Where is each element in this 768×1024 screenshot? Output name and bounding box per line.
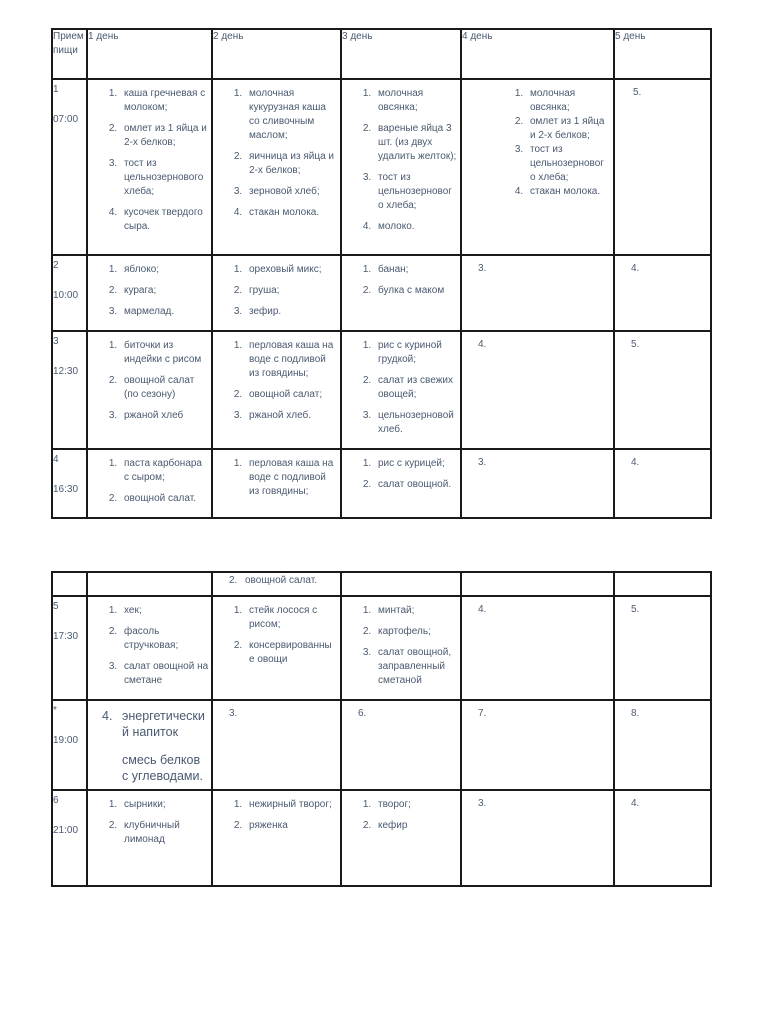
food-list bbox=[342, 332, 460, 448]
header-row bbox=[52, 29, 711, 79]
food-item: 4. молоко. bbox=[374, 220, 458, 234]
food-item: 3. тост из цельнозерновог о хлеба; bbox=[374, 171, 458, 213]
day-4-cell bbox=[461, 700, 614, 790]
food-item: 1. банан; bbox=[374, 263, 458, 277]
meal-plan-table-page-2 bbox=[51, 571, 712, 887]
day-2-cell bbox=[212, 700, 341, 790]
food-list bbox=[88, 450, 211, 517]
empty-item-number: 4. bbox=[478, 339, 487, 350]
meal-cell bbox=[52, 331, 87, 449]
food-list bbox=[88, 332, 211, 434]
meal-row-star bbox=[52, 700, 711, 790]
meal-row-3 bbox=[52, 331, 711, 449]
empty-item-number: 8. bbox=[631, 708, 640, 719]
food-item-text: энергетически й напиток bbox=[122, 709, 205, 739]
food-item: 2. омлет из 1 яйца и 2-х белков; bbox=[526, 115, 611, 143]
empty-item-number: 4. bbox=[631, 798, 640, 809]
day-1-cell bbox=[87, 596, 212, 700]
day-2-cell bbox=[212, 449, 341, 518]
food-item: 2. груша; bbox=[245, 284, 338, 298]
food-list bbox=[88, 791, 211, 858]
food-item: 2. булка с маком bbox=[374, 284, 458, 298]
food-list bbox=[462, 80, 613, 203]
day-3-cell bbox=[341, 572, 461, 596]
food-item: 2. салат из свежих овощей; bbox=[374, 374, 458, 402]
day-5-cell bbox=[614, 572, 711, 596]
day-2-cell bbox=[212, 790, 341, 886]
food-item: 1. хек; bbox=[120, 604, 209, 618]
food-item: 1. рис с курицей; bbox=[374, 457, 458, 471]
food-item: 1. молочная кукурузная каша со сливочным маслом; bbox=[245, 87, 338, 143]
food-item: 1. нежирный творог; bbox=[245, 798, 338, 812]
food-item: 2. кефир bbox=[374, 819, 458, 833]
food-item: 1. каша гречневая с молоком; bbox=[120, 87, 209, 115]
food-item-note: смесь белков с углеводами. bbox=[122, 753, 203, 783]
food-item: 2. омлет из 1 яйца и 2-х белков; bbox=[120, 122, 209, 150]
item-number: 2. bbox=[229, 575, 238, 586]
food-item: 1. молочная овсянка; bbox=[374, 87, 458, 115]
food-list bbox=[342, 256, 460, 309]
food-item: 1. перловая каша на воде с подливой из говядины; bbox=[245, 339, 338, 381]
meal-row-5 bbox=[52, 596, 711, 700]
meal-time: 21:00 bbox=[53, 825, 79, 836]
food-list bbox=[342, 80, 460, 245]
empty-item-number: 5. bbox=[631, 604, 640, 615]
meal-row-6 bbox=[52, 790, 711, 886]
day-1-cell bbox=[87, 700, 212, 790]
meal-number: 1 bbox=[53, 84, 59, 95]
meal-number: 2 bbox=[53, 260, 59, 271]
food-item: 3. ржаной хлеб bbox=[120, 409, 209, 423]
header-day-1: 1 день bbox=[87, 29, 212, 79]
day-1-cell bbox=[87, 790, 212, 886]
food-list bbox=[213, 597, 340, 678]
food-item: 3. тост из цельнозерновог о хлеба; bbox=[526, 143, 611, 185]
food-item: 2. овощной салат; bbox=[245, 388, 338, 402]
header-day-4: 4 день bbox=[461, 29, 614, 79]
food-item: 4. кусочек твердого сыра. bbox=[120, 206, 209, 234]
day-5-cell bbox=[614, 331, 711, 449]
food-item: 3. цельнозерновой хлеб. bbox=[374, 409, 458, 437]
food-item: 4. стакан молока. bbox=[245, 206, 338, 220]
day-5-cell bbox=[614, 255, 711, 331]
day-1-cell bbox=[87, 572, 212, 596]
day-4-cell bbox=[461, 449, 614, 518]
food-list bbox=[88, 256, 211, 330]
day-3-cell bbox=[341, 255, 461, 331]
food-item: 2. фасоль стручковая; bbox=[120, 625, 209, 653]
meal-time: 16:30 bbox=[53, 484, 79, 495]
meal-time: 10:00 bbox=[53, 290, 79, 301]
food-list bbox=[342, 791, 460, 844]
day-5-cell bbox=[614, 700, 711, 790]
empty-item-number: 3. bbox=[478, 798, 487, 809]
food-item: 1. паста карбонара с сыром; bbox=[120, 457, 209, 485]
food-item: 2. овощной салат. bbox=[120, 492, 209, 506]
empty-item-number: 4. bbox=[478, 604, 487, 615]
food-list bbox=[88, 80, 211, 245]
food-item: 1. биточки из индейки с рисом bbox=[120, 339, 209, 367]
food-item: 1. стейк лосося с рисом; bbox=[245, 604, 338, 632]
food-item: 1. творог; bbox=[374, 798, 458, 812]
day-1-cell bbox=[87, 255, 212, 331]
food-item: 2. ряженка bbox=[245, 819, 338, 833]
food-item: 1. молочная овсянка; bbox=[526, 87, 611, 115]
food-item: 2. овощной салат (по сезону) bbox=[120, 374, 209, 402]
food-list bbox=[213, 791, 340, 844]
header-day-3: 3 день bbox=[341, 29, 461, 79]
empty-item-number: 6. bbox=[358, 708, 367, 719]
food-list bbox=[213, 332, 340, 434]
meal-cell bbox=[52, 449, 87, 518]
food-item: 3. мармелад. bbox=[120, 305, 209, 319]
food-list bbox=[342, 597, 460, 699]
food-item: 1. перловая каша на воде с подливой из говядины; bbox=[245, 457, 338, 499]
day-3-cell bbox=[341, 790, 461, 886]
food-item: 3. ржаной хлеб. bbox=[245, 409, 338, 423]
food-item-text: овощной салат. bbox=[245, 575, 317, 586]
meal-cell bbox=[52, 596, 87, 700]
day-1-cell bbox=[87, 449, 212, 518]
empty-item-number: 3. bbox=[229, 708, 238, 719]
continued-food-item bbox=[213, 573, 340, 588]
day-5-cell bbox=[614, 449, 711, 518]
meal-row-2 bbox=[52, 255, 711, 331]
day-5-cell bbox=[614, 79, 711, 255]
day-2-cell bbox=[212, 331, 341, 449]
meal-row-4 bbox=[52, 449, 711, 518]
empty-item-number: 3. bbox=[478, 263, 487, 274]
day-3-cell bbox=[341, 700, 461, 790]
empty-item-number: 4. bbox=[631, 457, 640, 468]
food-item: 3. тост из цельнозернового хлеба; bbox=[120, 157, 209, 199]
meal-row-1 bbox=[52, 79, 711, 255]
day-5-cell bbox=[614, 596, 711, 700]
day-1-cell bbox=[87, 331, 212, 449]
day-4-cell bbox=[461, 572, 614, 596]
day-3-cell bbox=[341, 449, 461, 518]
food-list bbox=[213, 450, 340, 510]
meal-time: 19:00 bbox=[53, 735, 79, 746]
food-item: 2. клубничный лимонад bbox=[120, 819, 209, 847]
food-item: 2. яичница из яйца и 2-х белков; bbox=[245, 150, 338, 178]
food-item: 2. вареные яйца 3 шт. (из двух удалить желток); bbox=[374, 122, 458, 164]
meal-cell bbox=[52, 79, 87, 255]
meal-cell bbox=[52, 572, 87, 596]
header-day-2: 2 день bbox=[212, 29, 341, 79]
food-item: 2. курага; bbox=[120, 284, 209, 298]
meal-time: 07:00 bbox=[53, 114, 79, 125]
meal-number: 4 bbox=[53, 454, 59, 465]
day-4-cell bbox=[461, 790, 614, 886]
food-item: 1. рис с куриной грудкой; bbox=[374, 339, 458, 367]
day-2-cell bbox=[212, 596, 341, 700]
meal-plan-table-page-1 bbox=[51, 28, 712, 519]
food-item: 2. консервированны е овощи bbox=[245, 639, 338, 667]
meal-number: 6 bbox=[53, 795, 59, 806]
meal-number: 3 bbox=[53, 336, 59, 347]
meal-number: * bbox=[53, 705, 57, 716]
day-2-cell bbox=[212, 255, 341, 331]
continuation-row bbox=[52, 572, 711, 596]
day-2-cell bbox=[212, 572, 341, 596]
day-1-cell bbox=[87, 79, 212, 255]
food-item: 3. салат овощной на сметане bbox=[120, 660, 209, 688]
day-4-cell bbox=[461, 331, 614, 449]
day-3-cell bbox=[341, 596, 461, 700]
day-3-cell bbox=[341, 331, 461, 449]
day-2-cell bbox=[212, 79, 341, 255]
food-item: 1. ореховый микс; bbox=[245, 263, 338, 277]
meal-time: 17:30 bbox=[53, 631, 79, 642]
meal-cell bbox=[52, 700, 87, 790]
meal-time: 12:30 bbox=[53, 366, 79, 377]
day-4-cell bbox=[461, 596, 614, 700]
food-list bbox=[213, 256, 340, 330]
food-item: 2. картофель; bbox=[374, 625, 458, 639]
item-number: 4. bbox=[102, 709, 113, 723]
empty-item-number: 5. bbox=[633, 87, 642, 98]
food-item: 1. яблоко; bbox=[120, 263, 209, 277]
food-item: 2. салат овощной. bbox=[374, 478, 458, 492]
day-4-cell bbox=[461, 255, 614, 331]
meal-cell bbox=[52, 790, 87, 886]
meal-cell bbox=[52, 255, 87, 331]
food-item: 3. салат овощной, заправленный сметаной bbox=[374, 646, 458, 688]
empty-item-number: 4. bbox=[631, 263, 640, 274]
day-3-cell bbox=[341, 79, 461, 255]
empty-item-number: 3. bbox=[478, 457, 487, 468]
food-item: 1. сырники; bbox=[120, 798, 209, 812]
header-meal: Прием пищи bbox=[52, 29, 87, 79]
energy-drink-block bbox=[88, 701, 211, 788]
empty-item-number: 7. bbox=[478, 708, 487, 719]
food-item: 4. стакан молока. bbox=[526, 185, 611, 199]
header-day-5: 5 день bbox=[614, 29, 711, 79]
food-list bbox=[342, 450, 460, 503]
day-4-cell bbox=[461, 79, 614, 255]
food-list bbox=[213, 80, 340, 231]
food-item: 3. зефир. bbox=[245, 305, 338, 319]
food-list bbox=[88, 597, 211, 699]
food-item: 1. минтай; bbox=[374, 604, 458, 618]
meal-number: 5 bbox=[53, 601, 59, 612]
empty-item-number: 5. bbox=[631, 339, 640, 350]
day-5-cell bbox=[614, 790, 711, 886]
food-item: 3. зерновой хлеб; bbox=[245, 185, 338, 199]
